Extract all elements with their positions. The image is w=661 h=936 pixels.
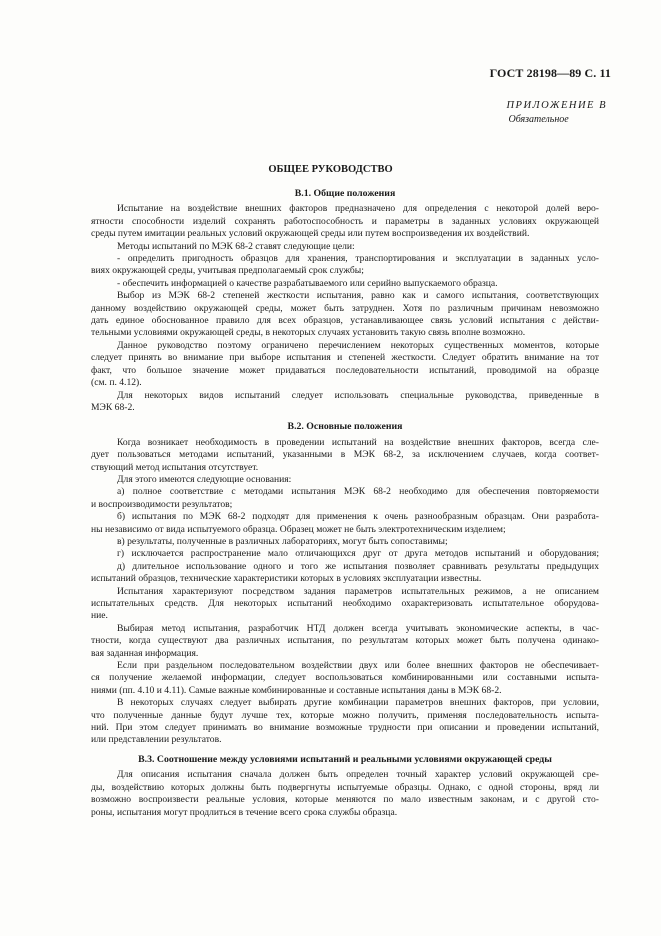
appendix-status: Обязательное: [508, 114, 569, 125]
text-line: среды путем имитации реальных условий окружающей среды или путем воспроизведения их воздействий.: [91, 228, 530, 240]
text-line: Когда возникает необходимость в проведении испытаний на воздействие внешних факторов, всегда сле-: [117, 436, 599, 448]
text-line: а) полное соответствие с методами испытания МЭК 68-2 необходимо для обеспечения повторяемости: [117, 486, 599, 498]
text-line: ний. При этом следует принимать во внимание возможные трудности при описании и проведении испытаний,: [91, 722, 599, 734]
text-line: Выбор из МЭК 68-2 степеней жесткости испытания, равно как и самого испытания, соответствующих: [117, 290, 599, 302]
text-line: факт, что большое значение может придаваться последовательности испытаний, проводимой на образце: [91, 364, 599, 376]
text-line: МЭК 68-2.: [91, 401, 135, 413]
text-line: в) результаты, полученные в различных лабораториях, могут быть сопоставимы;: [117, 535, 448, 547]
appendix-label-block: [506, 99, 607, 127]
text-line: дует пользоваться методами испытаний, указанными в МЭК 68-2, за исключением случаев, когда соответ-: [91, 449, 599, 461]
section-heading: В.1. Общие положения: [294, 188, 396, 199]
text-line: виях окружающей среды, учитывая предполагаемый срок службы;: [91, 265, 364, 277]
section-heading: В.2. Основные положения: [287, 421, 403, 433]
text-line: ны независимо от вида испытуемого образца. Образец может не быть электротехническим изделием;: [91, 523, 506, 535]
text-line: тельными условиями окружающей среды, в некоторых случаях установить такую связь вполне возможно.: [91, 327, 526, 339]
text-line: дать единое обоснованное правило для всех образцов, устанавливающее связь условий испытания с действи-: [91, 315, 599, 327]
text-line: что полученные данные будут лучше тех, которые можно получить, применяя последовательность испыта-: [91, 709, 599, 721]
text-line: Данное руководство поэтому ограничено перечислением некоторых существенных моментов, которые: [117, 339, 599, 351]
text-line: д) длительное использование одного и того же испытания позволяет сравнивать результаты предыдущих: [117, 560, 599, 572]
text-line: Методы испытаний по МЭК 68-2 ставят следующие цели:: [117, 240, 355, 252]
text-line: ниями (пп. 4.10 и 4.11). Самые важные комбинированные и составные испытания даны в МЭК 68-2.: [91, 684, 502, 696]
text-line: б) испытания по МЭК 68-2 подходят для применения к очень разнообразным образцам. Они разработа-: [117, 511, 599, 523]
text-line: ся получение желаемой информации, следует воспользоваться комбинированными или составными испыта-: [91, 672, 599, 684]
text-line: Если при раздельном последовательном воздействии двух или более внешних факторов не обеспечивает-: [117, 660, 599, 672]
text-line: В некоторых случаях следует выбирать другие комбинации параметров внешних факторов, при условии,: [117, 697, 599, 709]
text-line: тности, когда существуют два различных испытания, по результатам которых может быть получена одинако-: [91, 635, 599, 647]
text-line: возможно воспроизвести реальные условия, которые меняются по мало известным законам, и с другой сто-: [91, 794, 599, 806]
text-line: испытаний образцов, технические характеристики которых в условиях эксплуатации известны.: [91, 573, 482, 585]
text-line: ятности способности изделий сохранять работоспособность и параметры в заданных условиях окружающей: [91, 215, 599, 227]
text-line: или представлении результатов.: [91, 734, 222, 746]
text-line: ствующий метод испытания отсутствует.: [91, 461, 259, 473]
text-line: данному воздействию окружающей среды, может быть затруднен. Хотя по различным причинам невозможно: [91, 302, 599, 314]
text-line: вая заданная информация.: [91, 647, 199, 659]
text-line: - определить пригодность образцов для хранения, транспортирования и эксплуатации в заданных усло-: [117, 253, 599, 265]
document-body: [91, 186, 599, 819]
text-line: Для некоторых видов испытаний следует использовать специальные руководства, приведенные в: [117, 389, 599, 401]
page-header-ref: ГОСТ 28198—89 С. 11: [489, 66, 611, 80]
text-line: следует принять во внимание при выборе испытания и степеней жесткости. Следует обратить внимание на тот: [91, 352, 599, 364]
text-line: Испытание на воздействие внешних факторов предназначено для определения с некоторой долей веро-: [117, 203, 599, 215]
text-line: г) исключается распространение мало отличающихся друг от друга методов испытаний и оборудования;: [117, 548, 599, 560]
text-line: испытательных средств. Для некоторых испытаний необходимо охарактеризовать испытательное оборудова-: [91, 598, 599, 609]
section-heading: В.3. Соотношение между условиями испытаний и реальными условиями окружающей среды: [138, 753, 552, 765]
appendix-label: ПРИЛОЖЕНИЕ В: [506, 100, 607, 111]
text-line: ды, воздействию которых должны быть подвергнуты испытуемые образцы. Однако, с одной стороны, вряд ли: [91, 781, 599, 793]
text-line: роны, испытания могут продлиться в течение всего срока службы образца.: [91, 806, 398, 818]
text-line: Выбирая метод испытания, разработчик НТД должен всегда учитывать экономические аспекты, в час-: [117, 622, 599, 634]
text-line: Для этого имеются следующие основания:: [117, 473, 292, 485]
text-line: Испытания характеризуют посредством задания параметров испытательных режимов, а не описанием: [117, 585, 599, 597]
text-line: и воспроизводимости результатов;: [91, 498, 233, 510]
document-title: ОБЩЕЕ РУКОВОДСТВО: [268, 164, 393, 175]
text-line: (см. п. 4.12).: [91, 377, 142, 389]
text-line: ние.: [91, 610, 108, 622]
text-line: Для описания испытания сначала должен быть определен точный характер условий окружающей сре-: [117, 769, 599, 781]
text-line: - обеспечить информацией о качестве разрабатываемого или серийно выпускаемого образца.: [117, 277, 498, 289]
